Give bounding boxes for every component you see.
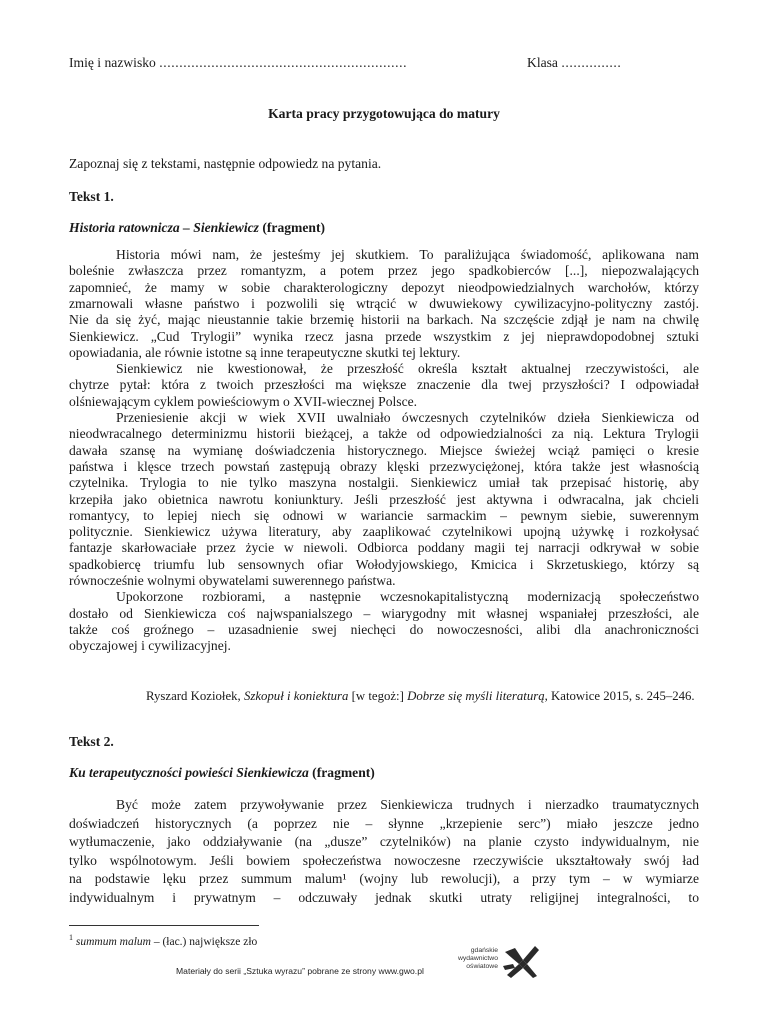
text-line: chytrze pytał: która z twoich przeszłości ma większe znaczenie dla twej przyszłości? I odpowiadał: [69, 377, 699, 393]
footer-credit: Materiały do serii „Sztuka wyrazu” pobrane ze strony www.gwo.pl: [176, 966, 424, 976]
class-field-dots[interactable]: ...............: [561, 55, 622, 70]
text-line: Sienkiewicz. „Cud Trylogii” wynika rzecz jasna przede wszystkim z jej nieprawdopodobnej sztuki: [69, 328, 699, 344]
text-line: na podstawie lęku przez summum malum¹ (wojny lub rewolucji), a przy tym – w wymiarze: [69, 871, 699, 887]
text-line: olśniewającym cyklem powieściowym o XVII-wiecznej Polsce.: [69, 393, 418, 409]
text-line: państwa i klęsce trzech powstań zastępują obrazy klęski przezwyciężonej, która także jest własnością: [69, 458, 699, 474]
text-line: wytłumaczenie, jako oddziaływanie (na „dusze” czytelników) na planie czysto indywidualnym, nie: [69, 834, 699, 850]
text-line: dawała szansę na wymianę doświadczenia historycznego. Miejsce świeżej wciąż pamięci o kresie: [69, 442, 699, 458]
text-line: nieodwracalnego determinizmu historii bieżącej, a także od odpowiedzialności za nią. Lektura Trylogii: [69, 426, 699, 442]
text1-label: Tekst 1.: [69, 189, 114, 204]
name-field-label: Imię i nazwisko ..............................................................: [69, 55, 408, 70]
text2-title: Ku terapeutyczności powieści Sienkiewicza (fragment): [69, 765, 375, 780]
text-line: fantazje skarłowaciałe przez życie w niewoli. Odbiorca poddany magii tej narracji odkrywał w sobie: [69, 540, 699, 556]
text-line: zmarnowali własne państwo i pozwolili się wtrącić w dwuwiekowy cywilizacyjno-polityczny zastój.: [69, 295, 699, 311]
text-line: równocześnie wolnymi obywatelami suwerennego państwa.: [69, 573, 396, 588]
text1-title: Historia ratownicza – Sienkiewicz (fragment): [69, 220, 326, 235]
text-line: spadkobiercę triumfu lub sensownych ofiar Wołodyjowskiego, Kmicica i Skrzetuskiego, którzy są: [69, 556, 699, 572]
text-line: Być może zatem przywoływanie przez Sienkiewicza trudnych i nierzadko traumatycznych: [116, 797, 699, 812]
name-field-dots[interactable]: ..............................................................: [159, 55, 408, 70]
text-line: Przeniesienie akcji w wiek XVII uwalniało ówczesnych czytelników dzieła Sienkiewicza od: [116, 410, 699, 425]
class-field-label: Klasa ...............: [527, 55, 622, 70]
publisher-logo-icon: [501, 944, 543, 980]
instruction: Zapoznaj się z tekstami, następnie odpowiedz na pytania.: [69, 156, 382, 171]
text-line: indywidualnym i prywatnym – odczuwały jednak skutki utraty religijnej integralności, to: [69, 890, 699, 905]
text-line: romantycy, to lepiej niech się odnowi w wariancie sarmackim – pewnym siebie, suwerennym: [69, 507, 699, 523]
text-line: Historia mówi nam, że jesteśmy jej skutkiem. To paraliżująca świadomość, aplikowana nam: [116, 247, 699, 262]
text-line: doświadczeń historycznych (a poprzez nie – słynne „krzepienie serc”) miało jeszcze jedno: [69, 815, 699, 831]
text-line: opowiadania, ale równie istotne są inne terapeutyczne skutki tej lektury.: [69, 344, 461, 360]
text-line: Nie da się żyć, mając nieustannie takie brzemię historii na barkach. Na szczęście zdjął je nam na chwilę: [69, 312, 699, 328]
text-line: zapomnieć, że mamy w sobie charakterologiczny depozyt nieodpowiedzialnych warchołów, którzy: [69, 279, 699, 295]
text2-label: Tekst 2.: [69, 734, 114, 749]
text-line: dostało od Sienkiewicza coś najwspanialszego – wiarygodny mit własnej wspaniałej przeszłości, ale: [69, 605, 699, 621]
text-line: boleśnie zwłaszcza przez romantyzm, a potem przez jego spadkobierców [...], niepozwalających: [69, 263, 699, 279]
text-line: Upokorzone rozbiorami, a następnie wczesnokapitalistyczną modernizacją społeczeństwo: [116, 589, 699, 605]
text-line: czytelnika. Trylogia to nie tylko maszyna nostalgii. Sienkiewicz umiał tak przepisać historię, aby: [69, 475, 699, 491]
text1-source: Ryszard Koziołek, Szkopuł i koniektura [w tegoż:] Dobrze się myśli literaturą, Katowice 2015, s. 245–246.: [146, 689, 695, 703]
publisher-name: gdańskie wydawnictwo oświatowe: [457, 947, 498, 970]
page-title: Karta pracy przygotowująca do matury: [268, 106, 500, 121]
text-line: politycznie. Sienkiewicz używa literatury, aby zaaplikować czytelnikowi upojną używkę i rozkołysać: [69, 524, 699, 540]
text-line: Sienkiewicz nie kwestionował, że przeszłość określa kształt aktualnej rzeczywistości, ale: [116, 361, 699, 377]
footnote: $^1$ summum malum – (łac.) największe zło: [69, 933, 258, 948]
footnote-divider: [69, 925, 259, 926]
text-line: także coś groźnego – uzasadnienie swej niechęci do nowoczesności, alibi dla anachroniczności: [69, 621, 699, 637]
text-line: tylko wspólnotowym. Jeśli bowiem społeczeństwa nowoczesne rzeczywiście ukształtowały swój ład: [69, 852, 699, 868]
text-line: krzepiła jako obietnica nawrotu koniunktury. Jeśli przeszłość jest aktywna i odwracalna, jak chcieli: [69, 491, 699, 507]
text-line: obyczajowej i cywilizacyjnej.: [69, 638, 231, 654]
